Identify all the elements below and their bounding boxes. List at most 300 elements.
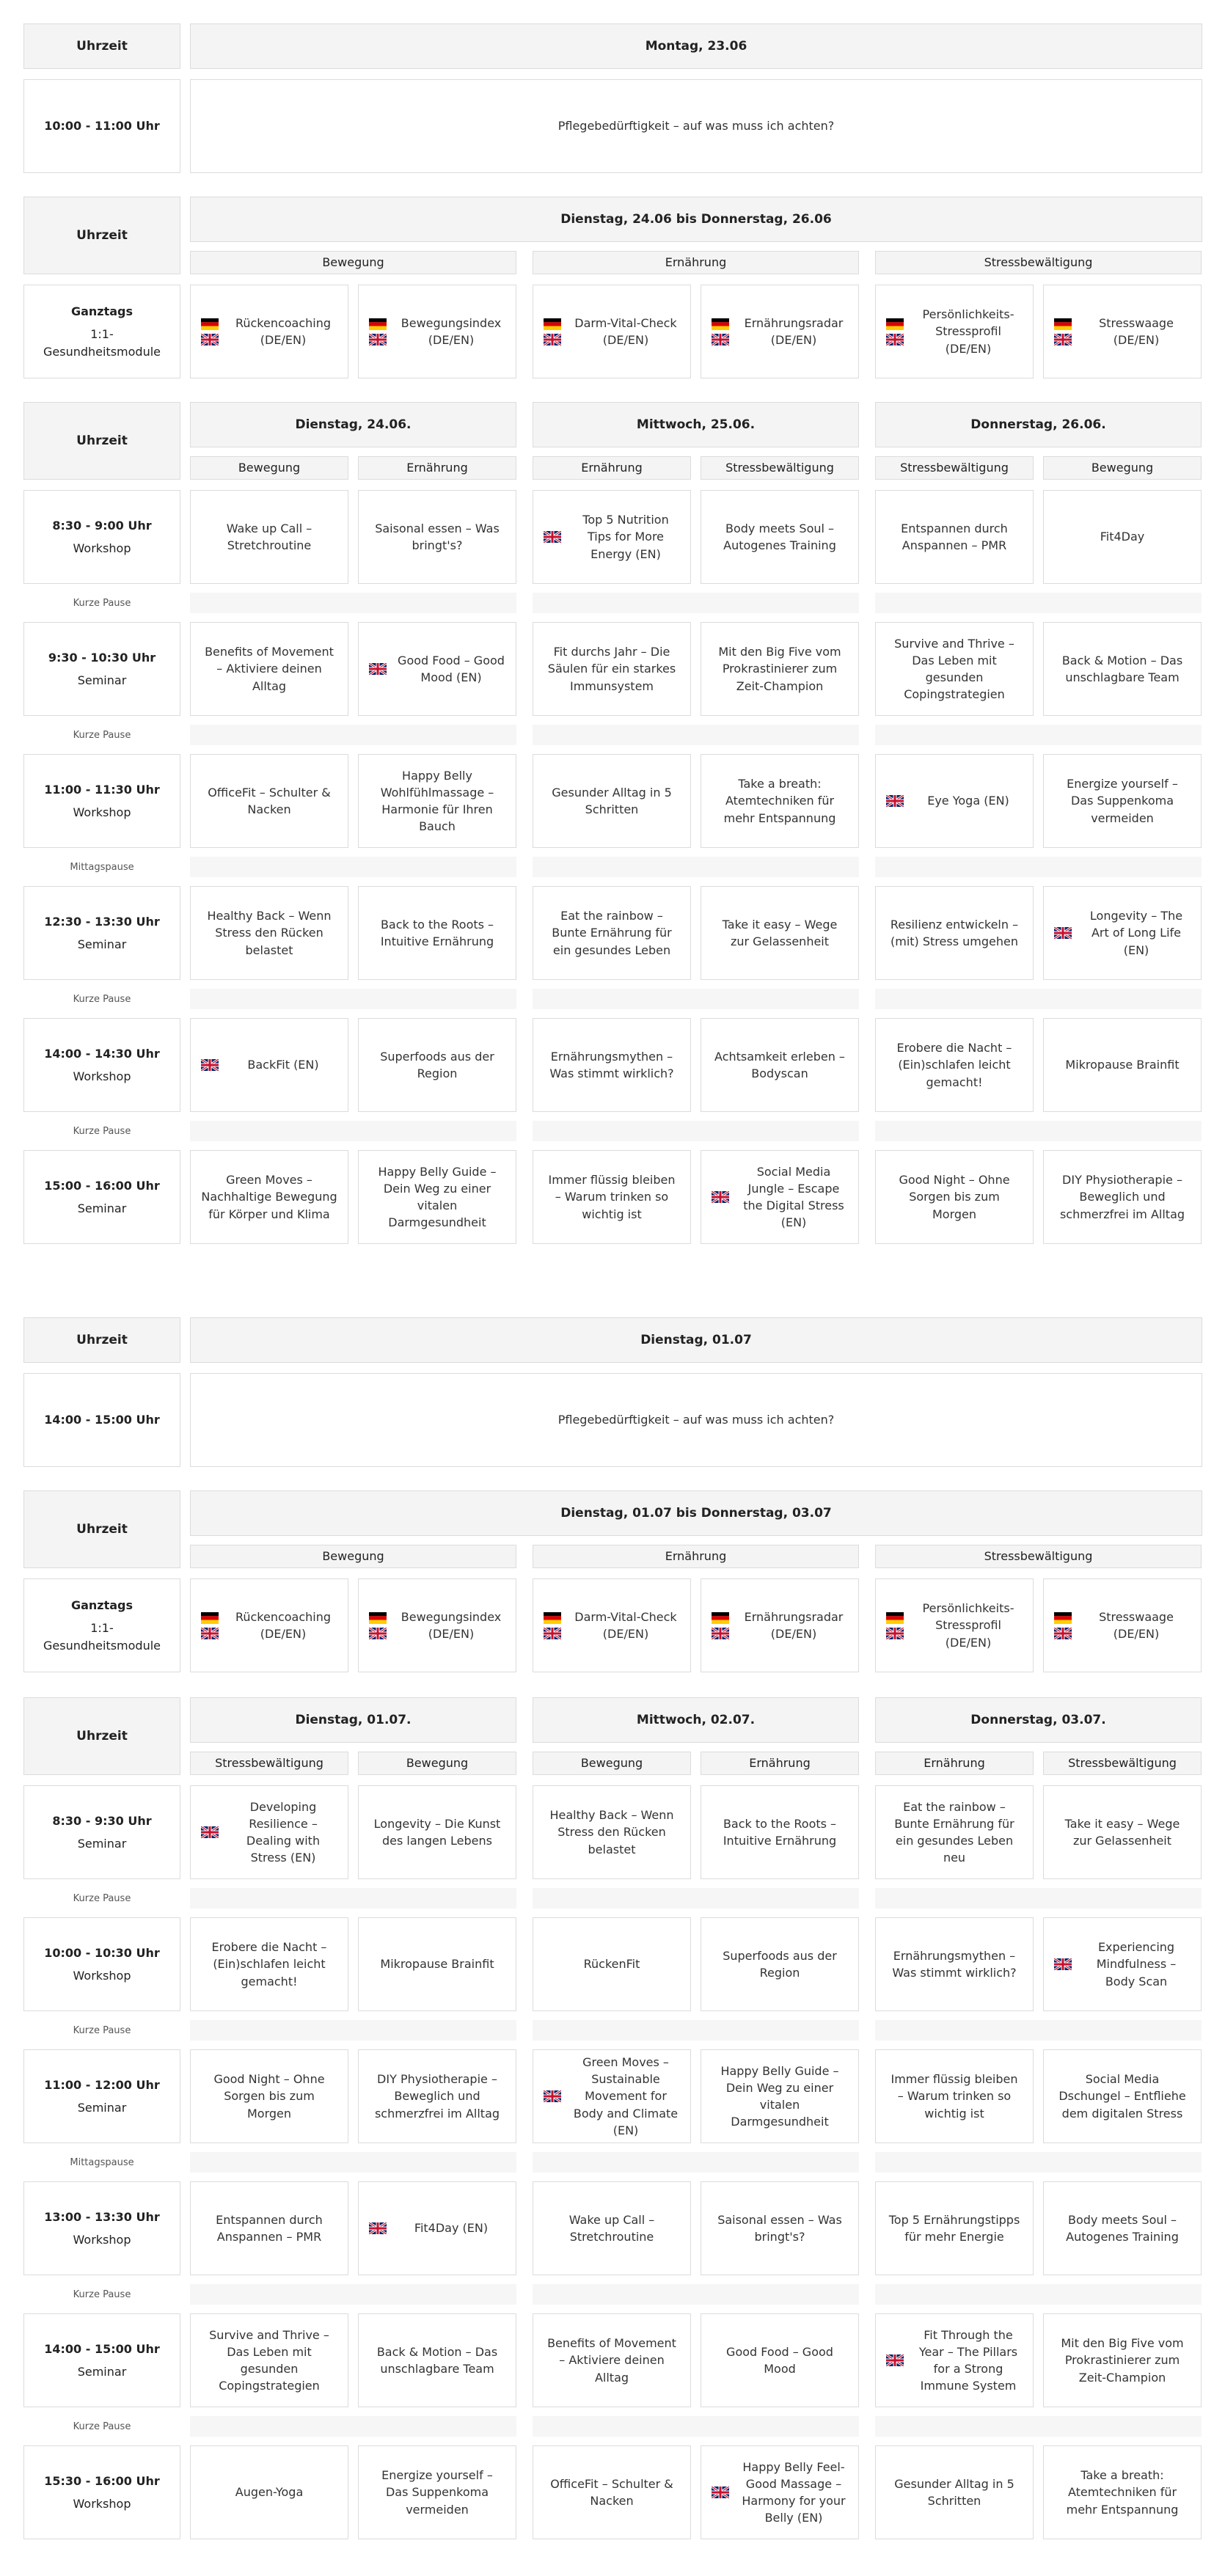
session-type: Seminar [77,937,127,951]
language-flags [369,2182,387,2275]
session-cell[interactable] [190,79,1202,173]
pause-bar [190,593,516,613]
session-cell[interactable] [190,754,348,848]
session-cell[interactable] [1043,886,1202,980]
language-flags [1054,1579,1072,1672]
time-range: 11:00 - 11:30 Uhr [44,782,160,797]
category-header-label: Ernährung [665,255,727,270]
session-title: DIY Physiotherapie – Beweglich und schmerzfrei im Alltag [374,2072,500,2121]
session-cell[interactable] [1043,2049,1202,2143]
session-title: Energize yourself – Das Suppenkoma vermeiden [1067,777,1178,825]
session-title: Top 5 Ernährungstipps für mehr Energie [888,2212,1020,2244]
session-title: Longevity – Die Kunst des langen Lebens [373,1816,501,1848]
session-title: Good Food – Good Mood (EN) [398,653,505,684]
time-range: 11:00 - 12:00 Uhr [44,2077,160,2092]
category-header [533,1545,859,1568]
session-title: Bewegungsindex (DE/EN) [401,315,502,347]
session-title: Bewegungsindex (DE/EN) [401,1609,502,1641]
time-header-label: Uhrzeit [76,1521,128,1537]
uk-flag-icon [201,1059,219,1071]
uk-flag-icon [1054,1628,1072,1639]
time-cell [23,754,180,848]
day-header [875,1697,1202,1743]
session-cell[interactable] [358,2445,516,2539]
session-cell[interactable] [701,754,859,848]
session-title: Survive and Thrive – Das Leben mit gesunden Copingstrategien [894,636,1014,702]
language-flags [544,285,561,378]
time-cell [23,79,180,173]
session-cell[interactable] [190,1917,348,2011]
category-header-label: Stressbewältigung [1068,1756,1177,1771]
time-range: 8:30 - 9:00 Uhr [52,518,152,533]
pause-bar [533,2020,859,2041]
session-cell[interactable] [701,1150,859,1244]
session-cell[interactable] [1043,2181,1202,2275]
session-cell[interactable] [190,1373,1202,1467]
session-cell[interactable] [875,1018,1034,1112]
session-title: Experiencing Mindfulness – Body Scan [1096,1940,1177,1988]
category-header [358,1752,516,1775]
session-cell[interactable] [533,1018,691,1112]
time-header [23,1697,180,1775]
session-cell[interactable] [701,490,859,584]
session-title: OfficeFit – Schulter & Nacken [208,785,331,816]
german-flag-icon [1054,318,1072,330]
pause-bar [875,1121,1202,1141]
pause-bar [533,2416,859,2437]
uk-flag-icon [712,2487,729,2498]
time-cell [23,1150,180,1244]
session-cell[interactable] [533,1785,691,1879]
session-title: Pflegebedürftigkeit – auf was muss ich achten? [557,119,835,133]
session-title: Fit4Day (EN) [414,2221,489,2236]
session-type: Seminar [77,673,127,687]
pause-bar [533,2284,859,2305]
module-cell[interactable] [190,1578,348,1672]
session-title: RückenFit [583,1957,640,1972]
session-cell[interactable] [875,622,1034,716]
session-title: Entspannen durch Anspannen – PMR [901,521,1008,552]
category-header-label: Stressbewältigung [900,461,1009,475]
time-range: 14:00 - 15:00 Uhr [44,2341,160,2356]
session-cell[interactable] [875,2445,1034,2539]
category-header-label: Stressbewältigung [215,1756,323,1771]
session-cell[interactable] [875,2049,1034,2143]
session-cell[interactable] [701,2181,859,2275]
session-cell[interactable] [875,2313,1034,2407]
pause-bar [190,1888,516,1909]
day-header [533,402,859,447]
uk-flag-icon [544,334,561,345]
session-title: Eat the rainbow – Bunte Ernährung für ein gesundes Leben neu [894,1799,1014,1865]
date-range-header-label: Dienstag, 01.07 bis Donnerstag, 03.07 [560,1505,832,1521]
session-title: Entspannen durch Anspannen – PMR [216,2212,323,2244]
time-cell [23,2445,180,2539]
language-flags [712,2446,729,2539]
uk-flag-icon [544,531,561,543]
session-title: Good Food – Good Mood [726,2344,833,2376]
uk-flag-icon [544,1628,561,1639]
category-header-label: Ernährung [665,1549,727,1564]
session-title: Immer flüssig bleiben – Warum trinken so wichtig ist [548,1173,676,1221]
session-cell[interactable] [533,886,691,980]
session-cell[interactable] [875,1917,1034,2011]
pause-bar [190,857,516,877]
session-title: Superfoods aus der Region [380,1049,494,1080]
session-cell[interactable] [701,2445,859,2539]
category-header-label: Bewegung [322,255,384,270]
session-cell[interactable] [701,2049,859,2143]
pause-label: Kurze Pause [73,2421,131,2432]
pause-label: Mittagspause [70,2156,134,2168]
session-title: Superfoods aus der Region [723,1948,837,1980]
uk-flag-icon [886,2354,904,2366]
pause-bar [875,857,1202,877]
session-cell[interactable] [533,622,691,716]
session-title: Take a breath: Atemtechniken für mehr Entspannung [1066,2468,1179,2517]
pause-bar [875,725,1202,745]
uk-flag-icon [201,1826,219,1838]
pause-bar [875,2152,1202,2173]
session-title: Green Moves – Sustainable Movement for Body and Climate (EN) [573,2055,679,2137]
language-flags [886,755,904,847]
category-header-label: Bewegung [1091,461,1154,475]
session-title: Ernährungsmythen – Was stimmt wirklich? [892,1948,1017,1980]
uk-flag-icon [886,334,904,345]
session-cell[interactable] [358,1917,516,2011]
category-header [190,251,516,274]
category-header [190,1752,348,1775]
german-flag-icon [369,1612,387,1624]
category-header [190,1545,516,1568]
session-title: Social Media Dschungel – Entfliehe dem digitalen Stress [1058,2072,1186,2121]
session-title: Take it easy – Wege zur Gelassenheit [722,917,838,948]
session-cell[interactable] [1043,2313,1202,2407]
time-cell [23,622,180,716]
session-title: DIY Physiotherapie – Beweglich und schmerzfrei im Alltag [1059,1173,1185,1221]
day-header-label: Donnerstag, 26.06. [970,417,1106,432]
session-cell[interactable] [358,490,516,584]
session-cell[interactable] [533,1917,691,2011]
pause-bar [190,989,516,1009]
language-flags [369,285,387,378]
category-header-label: Bewegung [406,1756,469,1771]
time-cell [23,1018,180,1112]
time-range: 9:30 - 10:30 Uhr [48,650,156,665]
german-flag-icon [886,318,904,330]
session-title: Achtsamkeit erleben – Bodyscan [714,1049,845,1080]
language-flags [201,1019,219,1111]
session-title: Take it easy – Wege zur Gelassenheit [1064,1816,1180,1848]
session-title: Happy Belly Guide – Dein Weg zu einer vitalen Darmgesundheit [720,2063,839,2129]
uk-flag-icon [369,334,387,345]
time-range: 10:00 - 11:00 Uhr [44,119,160,133]
session-cell[interactable] [701,886,859,980]
pause-bar [533,1121,859,1141]
pause-bar [533,1888,859,1909]
german-flag-icon [201,318,219,330]
session-cell[interactable] [533,490,691,584]
session-title: Back & Motion – Das unschlagbare Team [376,2344,498,2376]
session-cell[interactable] [358,1018,516,1112]
module-cell[interactable] [533,1578,691,1672]
day-header [190,402,516,447]
session-cell[interactable] [701,1785,859,1879]
category-header [533,1752,691,1775]
category-header-label: Stressbewältigung [984,255,1093,270]
session-title: Stresswaage (DE/EN) [1099,1609,1174,1641]
session-cell[interactable] [358,754,516,848]
day-header-label: Mittwoch, 02.07. [636,1712,756,1727]
language-flags [712,1151,729,1243]
session-cell[interactable] [701,1917,859,2011]
language-flags [1054,887,1072,979]
module-cell[interactable] [1043,1578,1202,1672]
category-header [875,251,1202,274]
session-cell[interactable] [533,2049,691,2143]
german-flag-icon [544,1612,561,1624]
session-type: Workshop [73,2497,131,2511]
day-header [190,1697,516,1743]
uk-flag-icon [712,1191,729,1203]
category-header-label: Bewegung [238,461,301,475]
time-cell [23,2181,180,2275]
time-cell [23,1578,180,1672]
session-title: Eye Yoga (EN) [927,794,1009,808]
session-title: OfficeFit – Schulter & Nacken [550,2476,673,2508]
pause-bar [190,1121,516,1141]
category-header [875,1545,1202,1568]
session-cell[interactable] [190,2049,348,2143]
session-title: Mit den Big Five vom Prokrastinierer zum Zeit-Champion [718,645,841,693]
session-cell[interactable] [1043,1917,1202,2011]
time-header [23,197,180,274]
session-title: Social Media Jungle – Escape the Digital Stress (EN) [743,1164,844,1230]
pause-bar [190,2152,516,2173]
session-title: Fit durchs Jahr – Die Säulen für ein starkes Immunsystem [547,645,676,693]
pause-bar [875,593,1202,613]
session-title: Body meets Soul – Autogenes Training [723,521,836,552]
day-header-label: Dienstag, 01.07. [295,1712,412,1727]
time-header [23,402,180,480]
category-header-label: Stressbewältigung [984,1549,1093,1564]
session-cell[interactable] [190,2181,348,2275]
time-cell [23,285,180,378]
session-title: Erobere die Nacht – (Ein)schlafen leicht gemacht! [896,1041,1012,1089]
german-flag-icon [1054,1612,1072,1624]
module-cell[interactable] [1043,285,1202,378]
module-cell[interactable] [701,285,859,378]
pause-bar [533,989,859,1009]
time-header [23,23,180,69]
language-flags [712,1579,729,1672]
language-flags [544,2050,561,2143]
session-title: Wake up Call – Stretchroutine [226,521,312,552]
pause-label: Kurze Pause [73,597,131,609]
session-title: Saisonal essen – Was bringt's? [717,2212,842,2244]
uk-flag-icon [1054,334,1072,345]
time-header-label: Uhrzeit [76,38,128,54]
session-title: Happy Belly Wohlfühlmassage – Harmonie für Ihren Bauch [380,768,494,834]
session-cell[interactable] [1043,622,1202,716]
session-title: Green Moves – Nachhaltige Bewegung für Körper und Klima [201,1173,337,1221]
german-flag-icon [369,318,387,330]
session-cell[interactable] [875,1785,1034,1879]
pause-label: Kurze Pause [73,993,131,1005]
session-cell[interactable] [533,2313,691,2407]
module-cell[interactable] [875,1578,1034,1672]
session-title: Healthy Back – Wenn Stress den Rücken belastet [207,909,332,957]
session-title: Resilienz entwickeln – (mit) Stress umgehen [890,917,1019,948]
session-cell[interactable] [190,622,348,716]
category-header-label: Ernährung [581,461,643,475]
session-cell[interactable] [701,622,859,716]
time-header-label: Uhrzeit [76,1728,128,1743]
pause-bar [875,2416,1202,2437]
session-cell[interactable] [701,2313,859,2407]
session-title: Longevity – The Art of Long Life (EN) [1089,909,1183,957]
session-title: Happy Belly Guide – Dein Weg zu einer vitalen Darmgesundheit [378,1164,497,1230]
session-cell[interactable] [875,490,1034,584]
module-cell[interactable] [875,285,1034,378]
time-range: 14:00 - 14:30 Uhr [44,1046,160,1061]
pause-bar [875,2020,1202,2041]
category-header-label: Ernährung [924,1756,985,1771]
session-cell[interactable] [190,1018,348,1112]
session-cell[interactable] [358,1150,516,1244]
category-header [1043,1752,1202,1775]
session-title: Mikropause Brainfit [1065,1058,1180,1072]
category-header-label: Ernährung [749,1756,811,1771]
session-cell[interactable] [533,2445,691,2539]
session-cell[interactable] [875,2181,1034,2275]
session-cell[interactable] [358,886,516,980]
german-flag-icon [201,1612,219,1624]
session-cell[interactable] [533,754,691,848]
pause-label: Kurze Pause [73,2024,131,2036]
session-type: Workshop [73,1069,131,1083]
module-cell[interactable] [190,285,348,378]
session-cell[interactable] [358,1785,516,1879]
session-type: Seminar [77,2365,127,2379]
session-title: Mikropause Brainfit [380,1957,494,1972]
category-header [1043,456,1202,480]
session-cell[interactable] [701,1018,859,1112]
session-type: Workshop [73,805,131,819]
session-cell[interactable] [358,2181,516,2275]
module-cell[interactable] [701,1578,859,1672]
time-cell [23,1917,180,2011]
session-title: Erobere die Nacht – (Ein)schlafen leicht gemacht! [211,1940,327,1988]
language-flags [1054,1918,1072,2010]
session-cell[interactable] [875,754,1034,848]
pause-bar [875,2284,1202,2305]
language-flags [201,1579,219,1672]
day-header [190,23,1202,69]
time-header-label: Uhrzeit [76,1332,128,1347]
session-title: Pflegebedürftigkeit – auf was muss ich achten? [557,1413,835,1427]
session-cell[interactable] [190,886,348,980]
session-cell[interactable] [358,622,516,716]
session-title: Happy Belly Feel-Good Massage – Harmony for your Belly (EN) [742,2459,846,2525]
date-range-header [190,197,1202,242]
day-header-label: Dienstag, 01.07 [640,1332,752,1347]
session-cell[interactable] [875,886,1034,980]
session-cell[interactable] [533,2181,691,2275]
time-range: 14:00 - 15:00 Uhr [44,1413,160,1427]
session-cell[interactable] [1043,1785,1202,1879]
time-cell [23,1785,180,1879]
pause-label: Kurze Pause [73,1125,131,1137]
session-type: 1:1-Gesundheitsmodule [43,1621,161,1653]
uk-flag-icon [369,663,387,675]
pause-bar [533,857,859,877]
session-cell[interactable] [190,1150,348,1244]
session-cell[interactable] [533,1150,691,1244]
session-cell[interactable] [358,2049,516,2143]
language-flags [544,491,561,583]
session-title: Ernährungsradar (DE/EN) [744,1609,844,1641]
pause-label: Mittagspause [70,861,134,873]
language-flags [369,623,387,715]
german-flag-icon [886,1612,904,1624]
module-cell[interactable] [358,285,516,378]
category-header-label: Ernährung [406,461,468,475]
session-title: Stresswaage (DE/EN) [1099,315,1174,347]
session-title: Augen-Yoga [235,2485,304,2500]
pause-bar [190,2020,516,2041]
session-cell[interactable] [190,490,348,584]
session-title: Wake up Call – Stretchroutine [568,2212,655,2244]
session-cell[interactable] [1043,1018,1202,1112]
session-title: Ernährungsmythen – Was stimmt wirklich? [549,1049,674,1080]
time-header-label: Uhrzeit [76,227,128,243]
uk-flag-icon [201,334,219,345]
session-cell[interactable] [1043,1150,1202,1244]
pause-bar [533,593,859,613]
category-header [358,456,516,480]
module-cell[interactable] [358,1578,516,1672]
session-cell[interactable] [190,2313,348,2407]
time-header-label: Uhrzeit [76,433,128,448]
session-title: Eat the rainbow – Bunte Ernährung für ein gesundes Leben [552,909,672,957]
time-range: 15:30 - 16:00 Uhr [44,2473,160,2488]
language-flags [201,1786,219,1878]
language-flags [1054,285,1072,378]
session-cell[interactable] [1043,2445,1202,2539]
session-type: Workshop [73,2233,131,2247]
uk-flag-icon [201,1628,219,1639]
category-header-label: Bewegung [580,1756,643,1771]
session-cell[interactable] [875,1150,1034,1244]
session-type: Seminar [77,2101,127,2115]
session-cell[interactable] [1043,490,1202,584]
time-range: 10:00 - 10:30 Uhr [44,1945,160,1960]
module-cell[interactable] [533,285,691,378]
session-type: Workshop [73,1969,131,1983]
session-title: Back to the Roots – Intuitive Ernährung [723,1816,837,1848]
session-cell[interactable] [358,2313,516,2407]
session-cell[interactable] [190,2445,348,2539]
session-cell[interactable] [190,1785,348,1879]
session-cell[interactable] [1043,754,1202,848]
language-flags [886,2314,904,2407]
category-header [701,1752,859,1775]
german-flag-icon [712,318,729,330]
time-cell [23,2313,180,2407]
session-title: Rückencoaching (DE/EN) [235,1609,332,1641]
session-type: Workshop [73,541,131,555]
